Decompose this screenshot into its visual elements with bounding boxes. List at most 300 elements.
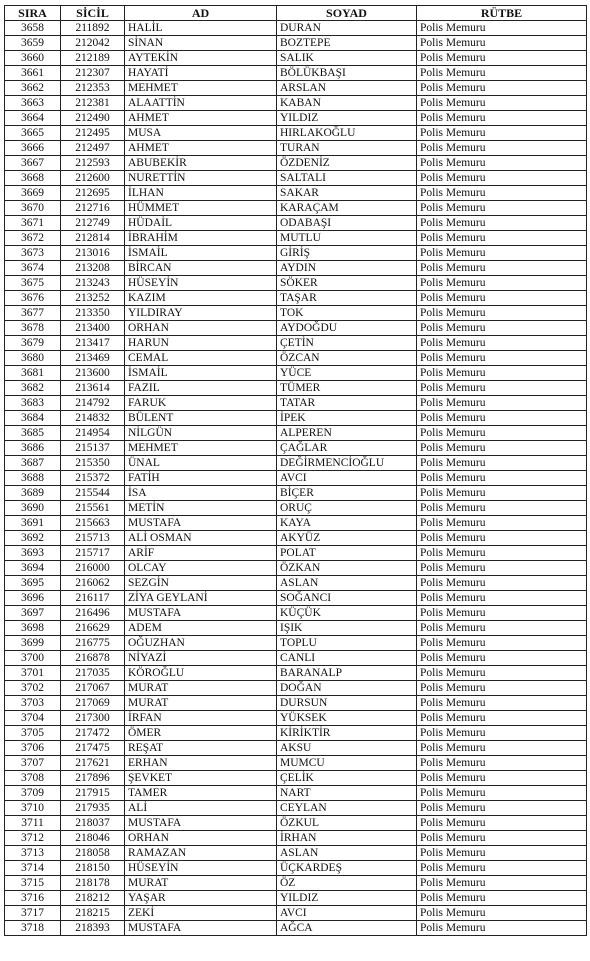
cell-soyad: GİRİŞ [277, 246, 417, 261]
cell-ad: MUSTAFA [125, 516, 277, 531]
cell-sira: 3686 [5, 441, 61, 456]
cell-sira: 3716 [5, 891, 61, 906]
cell-sira: 3674 [5, 261, 61, 276]
cell-rutbe: Polis Memuru [417, 111, 587, 126]
cell-sicil: 217896 [61, 771, 125, 786]
cell-sira: 3708 [5, 771, 61, 786]
cell-sicil: 212353 [61, 81, 125, 96]
table-row [5, 321, 587, 336]
table-row [5, 246, 587, 261]
table-row [5, 96, 587, 111]
cell-soyad: KARAÇAM [277, 201, 417, 216]
cell-ad: MEHMET [125, 81, 277, 96]
cell-ad: RAMAZAN [125, 846, 277, 861]
cell-rutbe: Polis Memuru [417, 126, 587, 141]
table-row [5, 306, 587, 321]
cell-ad: KÖROĞLU [125, 666, 277, 681]
table-row [5, 471, 587, 486]
cell-ad: MUSTAFA [125, 816, 277, 831]
cell-sira: 3675 [5, 276, 61, 291]
cell-sira: 3697 [5, 606, 61, 621]
cell-sicil: 212600 [61, 171, 125, 186]
cell-ad: NİYAZİ [125, 651, 277, 666]
cell-sira: 3682 [5, 381, 61, 396]
cell-rutbe: Polis Memuru [417, 231, 587, 246]
cell-sira: 3718 [5, 921, 61, 936]
cell-soyad: ÖZKAN [277, 561, 417, 576]
cell-ad: OĞUZHAN [125, 636, 277, 651]
table-row [5, 561, 587, 576]
cell-sira: 3658 [5, 21, 61, 36]
cell-rutbe: Polis Memuru [417, 891, 587, 906]
cell-sira: 3715 [5, 876, 61, 891]
cell-soyad: ASLAN [277, 846, 417, 861]
table-row [5, 921, 587, 936]
cell-rutbe: Polis Memuru [417, 351, 587, 366]
cell-rutbe: Polis Memuru [417, 201, 587, 216]
cell-sira: 3673 [5, 246, 61, 261]
cell-sicil: 215717 [61, 546, 125, 561]
cell-sicil: 215663 [61, 516, 125, 531]
cell-soyad: BARANALP [277, 666, 417, 681]
cell-soyad: DOĞAN [277, 681, 417, 696]
cell-sira: 3678 [5, 321, 61, 336]
table-row [5, 786, 587, 801]
table-row [5, 636, 587, 651]
cell-rutbe: Polis Memuru [417, 921, 587, 936]
cell-soyad: HIRLAKOĞLU [277, 126, 417, 141]
table-row [5, 51, 587, 66]
cell-sira: 3710 [5, 801, 61, 816]
cell-rutbe: Polis Memuru [417, 246, 587, 261]
cell-rutbe: Polis Memuru [417, 711, 587, 726]
cell-ad: YAŞAR [125, 891, 277, 906]
cell-ad: ALAATTİN [125, 96, 277, 111]
cell-sira: 3671 [5, 216, 61, 231]
cell-ad: HÜDAİL [125, 216, 277, 231]
cell-sicil: 216000 [61, 561, 125, 576]
cell-sicil: 213016 [61, 246, 125, 261]
cell-rutbe: Polis Memuru [417, 681, 587, 696]
cell-ad: YILDIRAY [125, 306, 277, 321]
cell-sicil: 217475 [61, 741, 125, 756]
cell-sicil: 212495 [61, 126, 125, 141]
cell-rutbe: Polis Memuru [417, 846, 587, 861]
cell-soyad: AKYÜZ [277, 531, 417, 546]
cell-sira: 3676 [5, 291, 61, 306]
table-row [5, 666, 587, 681]
table-row [5, 201, 587, 216]
cell-soyad: DEĞİRMENCİOĞLU [277, 456, 417, 471]
cell-rutbe: Polis Memuru [417, 576, 587, 591]
cell-sicil: 215561 [61, 501, 125, 516]
cell-ad: HALİL [125, 21, 277, 36]
cell-rutbe: Polis Memuru [417, 696, 587, 711]
cell-rutbe: Polis Memuru [417, 306, 587, 321]
table-body [5, 21, 587, 936]
cell-ad: ALİ [125, 801, 277, 816]
cell-ad: ABUBEKİR [125, 156, 277, 171]
cell-soyad: ALPEREN [277, 426, 417, 441]
cell-soyad: TAŞAR [277, 291, 417, 306]
cell-soyad: ASLAN [277, 576, 417, 591]
table-row [5, 216, 587, 231]
cell-sira: 3668 [5, 171, 61, 186]
cell-soyad: ÖZ [277, 876, 417, 891]
cell-soyad: KABAN [277, 96, 417, 111]
cell-sicil: 216775 [61, 636, 125, 651]
cell-soyad: AKSU [277, 741, 417, 756]
cell-rutbe: Polis Memuru [417, 441, 587, 456]
cell-sira: 3667 [5, 156, 61, 171]
cell-ad: ZİYA GEYLANİ [125, 591, 277, 606]
cell-rutbe: Polis Memuru [417, 186, 587, 201]
cell-sicil: 213208 [61, 261, 125, 276]
cell-soyad: SOĞANCI [277, 591, 417, 606]
table-row [5, 156, 587, 171]
cell-soyad: BOZTEPE [277, 36, 417, 51]
cell-rutbe: Polis Memuru [417, 606, 587, 621]
cell-rutbe: Polis Memuru [417, 411, 587, 426]
cell-soyad: AVCI [277, 471, 417, 486]
cell-soyad: KİRİKTİR [277, 726, 417, 741]
cell-ad: AHMET [125, 141, 277, 156]
cell-sira: 3659 [5, 36, 61, 51]
cell-rutbe: Polis Memuru [417, 396, 587, 411]
cell-rutbe: Polis Memuru [417, 486, 587, 501]
cell-ad: REŞAT [125, 741, 277, 756]
cell-sira: 3662 [5, 81, 61, 96]
cell-ad: AHMET [125, 111, 277, 126]
cell-soyad: ÇAĞLAR [277, 441, 417, 456]
cell-soyad: MUTLU [277, 231, 417, 246]
table-row [5, 906, 587, 921]
cell-rutbe: Polis Memuru [417, 861, 587, 876]
cell-ad: ALİ OSMAN [125, 531, 277, 546]
table-row [5, 816, 587, 831]
cell-sicil: 218037 [61, 816, 125, 831]
cell-soyad: ÖZDENİZ [277, 156, 417, 171]
cell-sicil: 218393 [61, 921, 125, 936]
cell-rutbe: Polis Memuru [417, 261, 587, 276]
cell-sicil: 216629 [61, 621, 125, 636]
cell-ad: ZEKİ [125, 906, 277, 921]
cell-rutbe: Polis Memuru [417, 816, 587, 831]
cell-soyad: YILDIZ [277, 111, 417, 126]
cell-sicil: 216117 [61, 591, 125, 606]
cell-rutbe: Polis Memuru [417, 906, 587, 921]
cell-sira: 3684 [5, 411, 61, 426]
cell-sicil: 213400 [61, 321, 125, 336]
table-row [5, 36, 587, 51]
cell-sicil: 217035 [61, 666, 125, 681]
cell-sicil: 212593 [61, 156, 125, 171]
cell-sira: 3690 [5, 501, 61, 516]
cell-soyad: BİÇER [277, 486, 417, 501]
cell-ad: OLCAY [125, 561, 277, 576]
cell-sira: 3692 [5, 531, 61, 546]
cell-sicil: 213614 [61, 381, 125, 396]
cell-ad: FARUK [125, 396, 277, 411]
cell-rutbe: Polis Memuru [417, 651, 587, 666]
table-row [5, 831, 587, 846]
cell-sicil: 217069 [61, 696, 125, 711]
cell-sira: 3699 [5, 636, 61, 651]
cell-rutbe: Polis Memuru [417, 366, 587, 381]
cell-sira: 3695 [5, 576, 61, 591]
table-row [5, 186, 587, 201]
cell-ad: MEHMET [125, 441, 277, 456]
cell-soyad: ÖZKUL [277, 816, 417, 831]
cell-soyad: ÖZCAN [277, 351, 417, 366]
cell-rutbe: Polis Memuru [417, 546, 587, 561]
cell-soyad: SAKAR [277, 186, 417, 201]
cell-sicil: 218150 [61, 861, 125, 876]
cell-sicil: 213350 [61, 306, 125, 321]
cell-sira: 3680 [5, 351, 61, 366]
cell-soyad: TÜMER [277, 381, 417, 396]
table-row [5, 861, 587, 876]
cell-rutbe: Polis Memuru [417, 831, 587, 846]
cell-sira: 3713 [5, 846, 61, 861]
cell-ad: HARUN [125, 336, 277, 351]
cell-rutbe: Polis Memuru [417, 456, 587, 471]
cell-ad: HÜSEYİN [125, 276, 277, 291]
cell-soyad: YÜCE [277, 366, 417, 381]
cell-sicil: 218058 [61, 846, 125, 861]
cell-rutbe: Polis Memuru [417, 216, 587, 231]
cell-ad: MURAT [125, 681, 277, 696]
table-row [5, 621, 587, 636]
cell-sira: 3685 [5, 426, 61, 441]
cell-soyad: İPEK [277, 411, 417, 426]
cell-ad: NİLGÜN [125, 426, 277, 441]
cell-rutbe: Polis Memuru [417, 21, 587, 36]
cell-sira: 3661 [5, 66, 61, 81]
cell-ad: HAYATİ [125, 66, 277, 81]
cell-rutbe: Polis Memuru [417, 156, 587, 171]
cell-sicil: 212042 [61, 36, 125, 51]
cell-sira: 3714 [5, 861, 61, 876]
cell-sira: 3672 [5, 231, 61, 246]
cell-sicil: 212814 [61, 231, 125, 246]
cell-rutbe: Polis Memuru [417, 786, 587, 801]
cell-rutbe: Polis Memuru [417, 531, 587, 546]
cell-rutbe: Polis Memuru [417, 726, 587, 741]
cell-ad: MUSA [125, 126, 277, 141]
table-row [5, 771, 587, 786]
cell-ad: MUSTAFA [125, 606, 277, 621]
cell-rutbe: Polis Memuru [417, 336, 587, 351]
cell-sira: 3696 [5, 591, 61, 606]
table-row [5, 546, 587, 561]
table-row [5, 231, 587, 246]
cell-sira: 3683 [5, 396, 61, 411]
cell-soyad: ÇELİK [277, 771, 417, 786]
table-row [5, 396, 587, 411]
table-row [5, 711, 587, 726]
header-ad: AD [125, 6, 277, 21]
cell-ad: HÜMMET [125, 201, 277, 216]
cell-rutbe: Polis Memuru [417, 591, 587, 606]
cell-soyad: YILDIZ [277, 891, 417, 906]
cell-ad: FAZIL [125, 381, 277, 396]
table-row [5, 801, 587, 816]
table-row [5, 741, 587, 756]
cell-rutbe: Polis Memuru [417, 801, 587, 816]
table-row [5, 381, 587, 396]
cell-soyad: CEYLAN [277, 801, 417, 816]
cell-soyad: SALTALI [277, 171, 417, 186]
cell-rutbe: Polis Memuru [417, 471, 587, 486]
cell-sicil: 212490 [61, 111, 125, 126]
cell-soyad: IŞIK [277, 621, 417, 636]
cell-ad: TAMER [125, 786, 277, 801]
cell-rutbe: Polis Memuru [417, 561, 587, 576]
table-row [5, 141, 587, 156]
cell-sira: 3660 [5, 51, 61, 66]
cell-rutbe: Polis Memuru [417, 171, 587, 186]
table-row [5, 486, 587, 501]
header-rutbe: RÜTBE [417, 6, 587, 21]
cell-rutbe: Polis Memuru [417, 426, 587, 441]
cell-sira: 3691 [5, 516, 61, 531]
cell-sicil: 217621 [61, 756, 125, 771]
cell-soyad: SALIK [277, 51, 417, 66]
cell-soyad: MUMCU [277, 756, 417, 771]
cell-ad: CEMAL [125, 351, 277, 366]
cell-sira: 3704 [5, 711, 61, 726]
cell-sira: 3677 [5, 306, 61, 321]
cell-rutbe: Polis Memuru [417, 141, 587, 156]
cell-sira: 3694 [5, 561, 61, 576]
cell-rutbe: Polis Memuru [417, 741, 587, 756]
cell-ad: ERHAN [125, 756, 277, 771]
cell-sicil: 212695 [61, 186, 125, 201]
cell-ad: MUSTAFA [125, 921, 277, 936]
cell-sira: 3705 [5, 726, 61, 741]
table-row [5, 576, 587, 591]
cell-ad: MURAT [125, 696, 277, 711]
table-row [5, 411, 587, 426]
cell-sicil: 216878 [61, 651, 125, 666]
cell-sira: 3707 [5, 756, 61, 771]
table-row [5, 726, 587, 741]
cell-sicil: 217067 [61, 681, 125, 696]
cell-sicil: 213417 [61, 336, 125, 351]
cell-ad: İRFAN [125, 711, 277, 726]
cell-soyad: TOPLU [277, 636, 417, 651]
cell-soyad: SÖKER [277, 276, 417, 291]
cell-ad: ADEM [125, 621, 277, 636]
header-soyad: SOYAD [277, 6, 417, 21]
table-row [5, 291, 587, 306]
cell-sira: 3711 [5, 816, 61, 831]
table-row [5, 531, 587, 546]
cell-sira: 3663 [5, 96, 61, 111]
cell-soyad: DURAN [277, 21, 417, 36]
table-row [5, 846, 587, 861]
cell-sira: 3700 [5, 651, 61, 666]
cell-sira: 3681 [5, 366, 61, 381]
cell-sicil: 213469 [61, 351, 125, 366]
cell-ad: ÖMER [125, 726, 277, 741]
cell-sira: 3702 [5, 681, 61, 696]
cell-soyad: ORUÇ [277, 501, 417, 516]
cell-ad: ORHAN [125, 321, 277, 336]
cell-sicil: 212497 [61, 141, 125, 156]
cell-rutbe: Polis Memuru [417, 636, 587, 651]
cell-sicil: 215372 [61, 471, 125, 486]
cell-sira: 3679 [5, 336, 61, 351]
cell-rutbe: Polis Memuru [417, 291, 587, 306]
cell-ad: SİNAN [125, 36, 277, 51]
cell-rutbe: Polis Memuru [417, 51, 587, 66]
cell-ad: KAZIM [125, 291, 277, 306]
cell-soyad: ODABAŞI [277, 216, 417, 231]
table-row [5, 516, 587, 531]
cell-rutbe: Polis Memuru [417, 621, 587, 636]
cell-soyad: ARSLAN [277, 81, 417, 96]
cell-rutbe: Polis Memuru [417, 276, 587, 291]
cell-ad: ORHAN [125, 831, 277, 846]
cell-sicil: 217915 [61, 786, 125, 801]
table-row [5, 756, 587, 771]
cell-ad: FATİH [125, 471, 277, 486]
cell-sicil: 214792 [61, 396, 125, 411]
cell-ad: İLHAN [125, 186, 277, 201]
cell-sicil: 215350 [61, 456, 125, 471]
cell-sira: 3698 [5, 621, 61, 636]
cell-sira: 3664 [5, 111, 61, 126]
cell-rutbe: Polis Memuru [417, 501, 587, 516]
table-row [5, 591, 587, 606]
cell-sira: 3670 [5, 201, 61, 216]
cell-ad: ARİF [125, 546, 277, 561]
cell-rutbe: Polis Memuru [417, 96, 587, 111]
table-row [5, 426, 587, 441]
cell-ad: NURETTİN [125, 171, 277, 186]
cell-ad: ŞEVKET [125, 771, 277, 786]
cell-ad: İSMAİL [125, 246, 277, 261]
cell-soyad: POLAT [277, 546, 417, 561]
cell-rutbe: Polis Memuru [417, 516, 587, 531]
table-row [5, 606, 587, 621]
cell-soyad: KAYA [277, 516, 417, 531]
cell-ad: BÜLENT [125, 411, 277, 426]
cell-sicil: 218215 [61, 906, 125, 921]
cell-ad: MURAT [125, 876, 277, 891]
cell-soyad: CANLI [277, 651, 417, 666]
table-row [5, 171, 587, 186]
table-row [5, 366, 587, 381]
cell-sicil: 217472 [61, 726, 125, 741]
table-row [5, 126, 587, 141]
cell-sicil: 218212 [61, 891, 125, 906]
cell-ad: BİRCAN [125, 261, 277, 276]
cell-soyad: ÜÇKARDEŞ [277, 861, 417, 876]
cell-soyad: AĞCA [277, 921, 417, 936]
cell-sira: 3703 [5, 696, 61, 711]
cell-sicil: 215137 [61, 441, 125, 456]
cell-rutbe: Polis Memuru [417, 771, 587, 786]
cell-soyad: TURAN [277, 141, 417, 156]
cell-sicil: 217935 [61, 801, 125, 816]
cell-sicil: 216496 [61, 606, 125, 621]
header-sira: SIRA [5, 6, 61, 21]
cell-sira: 3701 [5, 666, 61, 681]
cell-sira: 3689 [5, 486, 61, 501]
